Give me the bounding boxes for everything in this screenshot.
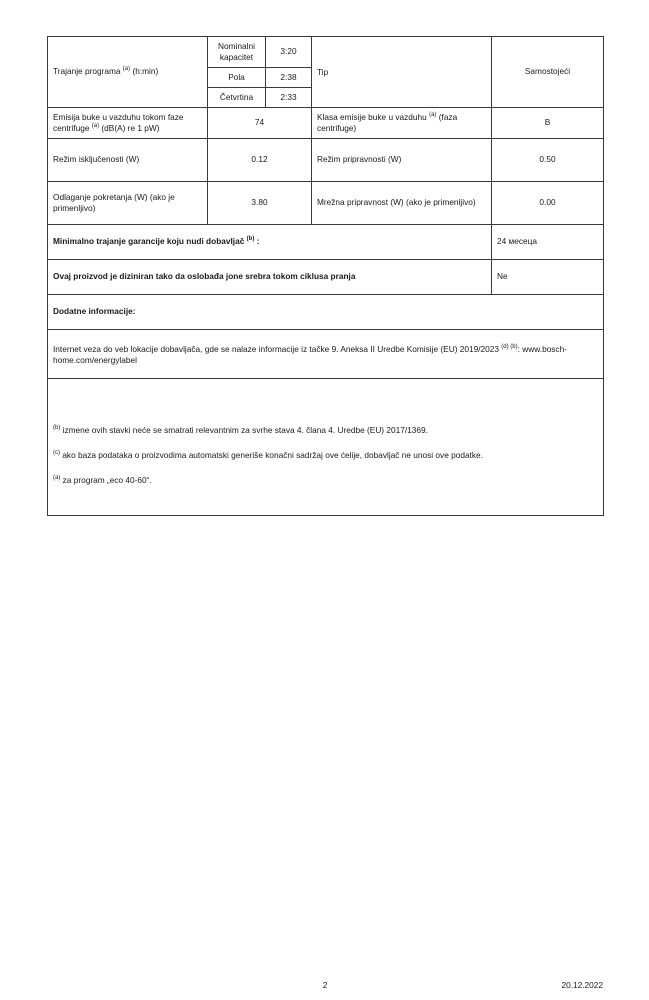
cell-noise-label: [48, 107, 208, 138]
table-row: [48, 107, 604, 138]
cell-capacity-half-value: 2:38: [266, 67, 312, 87]
footnote-item: [53, 475, 598, 486]
table-row: [48, 294, 604, 329]
noise-label: Emisija buke u vazduhu tokom faze centrifuge: [53, 111, 184, 133]
table-row: [48, 259, 604, 294]
internet-link-text-after: : www.bosch-home.com/energylabel: [53, 343, 567, 365]
table-row: [48, 138, 604, 181]
specification-table: [47, 36, 604, 516]
cell-off-mode-label: Režim isključenosti (W): [48, 138, 208, 181]
table-row: [48, 329, 604, 378]
cell-capacity-quarter-name: Četvrtina: [208, 87, 266, 107]
footnote-item: [53, 450, 598, 461]
footnote-marker: (a): [429, 111, 437, 118]
cell-type-label: Tip: [312, 37, 492, 108]
footer-date: 20.12.2022: [561, 980, 603, 990]
program-duration-label: Trajanje programa: [53, 66, 121, 77]
cell-off-mode-value: 0.12: [208, 138, 312, 181]
cell-noise-class-label: [312, 107, 492, 138]
internet-link-text-before: Internet veza do veb lokacije dobavljača, gde se nalaze informacije iz tačke 9. Aneksa II Uredbe Komisije (EU) 2019/2023: [53, 343, 499, 354]
cell-capacity-half-name: Pola: [208, 67, 266, 87]
cell-warranty-value: 24 мeceцa: [492, 224, 604, 259]
footnote-marker: (a): [91, 122, 100, 129]
footnote-marker: (a): [53, 475, 61, 482]
cell-capacity-quarter-value: 2:33: [266, 87, 312, 107]
cell-internet-link: [48, 329, 604, 378]
footnote-text: ako baza podataka o proizvodima automatski generiše konačni sadržaj ove ćelije, dobavljač ne unosi ove podatke.: [62, 450, 483, 461]
table-row: [48, 181, 604, 224]
cell-footnotes: [48, 378, 604, 515]
spec-sheet: [47, 36, 603, 516]
footnote-marker: (b): [53, 425, 61, 432]
footnote-text: za program „eco 40-60“.: [62, 475, 152, 486]
table-row: [48, 224, 604, 259]
cell-network-standby-value: 0.00: [492, 181, 604, 224]
program-duration-suffix: (h:min): [132, 66, 159, 77]
noise-class-label: Klasa emisije buke u vazduhu: [317, 111, 427, 122]
warranty-label-suffix: :: [256, 236, 260, 247]
cell-noise-value: 74: [208, 107, 312, 138]
table-row: [48, 37, 604, 68]
footnote-text: izmene ovih stavki neće se smatrati relevantnim za svrhe stava 4. člana 4. Uredbe (EU) 2017/1369.: [62, 425, 428, 436]
page-number: 2: [322, 980, 328, 990]
footnote-item: [53, 425, 598, 436]
cell-capacity-nominal-value: 3:20: [266, 37, 312, 68]
cell-noise-class-value: B: [492, 107, 604, 138]
noise-label-suffix: (dB(A) re 1 pW): [101, 122, 160, 133]
cell-silver-ions-value: Ne: [492, 259, 604, 294]
cell-standby-label: Režim pripravnosti (W): [312, 138, 492, 181]
noise-class-suffix: (faza centrifuge): [317, 111, 458, 133]
footnote-marker: (a): [122, 66, 131, 73]
cell-type-value: Samostojeći: [492, 37, 604, 108]
footnote-marker: (c): [53, 450, 60, 457]
footnote-marker: (b): [246, 236, 255, 243]
cell-additional-info-label: Dodatne informacije:: [48, 294, 604, 329]
cell-warranty-label: [48, 224, 492, 259]
cell-program-duration-label: [48, 37, 208, 108]
cell-network-standby-label: Mrežna pripravnost (W) (ako je primenljivo): [312, 181, 492, 224]
warranty-label: Minimalno trajanje garancije koju nudi dobavljač: [53, 236, 245, 247]
table-row: [48, 378, 604, 515]
footnote-marker: (d) (b): [501, 343, 518, 350]
cell-capacity-nominal-name: Nominalni kapacitet: [208, 37, 266, 68]
cell-delay-start-label: Odlaganje pokretanja (W) (ako je primenljivo): [48, 181, 208, 224]
cell-silver-ions-label: Ovaj proizvod je diziniran tako da oslobađa jone srebra tokom ciklusa pranja: [48, 259, 492, 294]
cell-delay-start-value: 3.80: [208, 181, 312, 224]
cell-standby-value: 0.50: [492, 138, 604, 181]
